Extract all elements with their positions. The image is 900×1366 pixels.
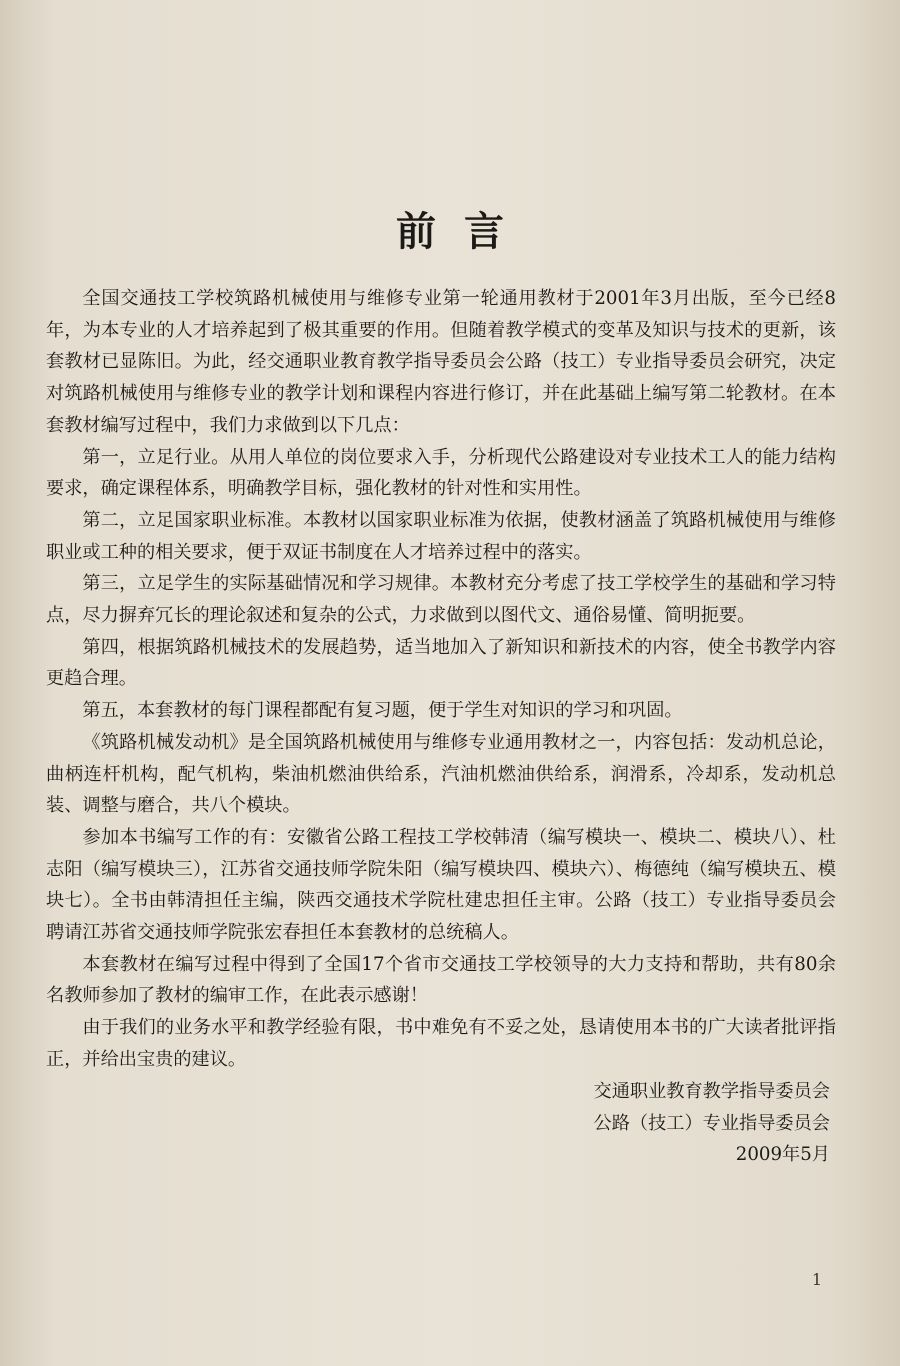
paragraph: 第一，立足行业。从用人单位的岗位要求入手，分析现代公路建设对专业技术工人的能力结构要求，确定课程体系，明确教学目标，强化教材的针对性和实用性。 <box>46 446 836 500</box>
signature-date: 2009年5月 <box>735 1144 830 1165</box>
paragraph: 第三，立足学生的实际基础情况和学习规律。本教材充分考虑了技工学校学生的基础和学习特点，尽力摒弃冗长的理论叙述和复杂的公式，力求做到以图代文、通俗易懂、简明扼要。 <box>46 573 836 627</box>
preface-body <box>46 283 836 1076</box>
paragraph: 全国交通技工学校筑路机械使用与维修专业第一轮通用教材于2001年3月出版，至今已经8年，为本专业的人才培养起到了极其重要的作用。但随着教学模式的变革及知识与技术的更新，该套教材已显陈旧。为此，经交通职业教育教学指导委员会公路（技工）专业指导委员会研究，决定对筑路机械使用与维修专业的教学计划和课程内容进行修订，并在此基础上编写第二轮教材。在本套教材编写过程中，我们力求做到以下几点： <box>46 288 836 436</box>
paragraph: 本套教材在编写过程中得到了全国17个省市交通技工学校领导的大力支持和帮助，共有80余名教师参加了教材的编审工作，在此表示感谢！ <box>46 953 836 1007</box>
signature-block <box>594 1076 830 1171</box>
signature-org-2: 公路（技工）专业指导委员会 <box>593 1112 830 1134</box>
page-number: 1 <box>811 1270 822 1289</box>
paragraph: 第二，立足国家职业标准。本教材以国家职业标准为依据，使教材涵盖了筑路机械使用与维修职业或工种的相关要求，便于双证书制度在人才培养过程中的落实。 <box>46 509 836 563</box>
signature-org-1: 交通职业教育教学指导委员会 <box>593 1081 830 1102</box>
page-title: 前言 <box>396 208 532 255</box>
paragraph: 由于我们的业务水平和教学经验有限，书中难免有不妥之处，恳请使用本书的广大读者批评指正，并给出宝贵的建议。 <box>46 1017 836 1070</box>
paragraph: 参加本书编写工作的有：安徽省公路工程技工学校韩清（编写模块一、模块二、模块八）、杜志阳（编写模块三），江苏省交通技师学院朱阳（编写模块四、模块六）、梅德纯（编写模块五、模块七）。全书由韩清担任主编，陕西交通技术学院杜建忠担任主审。公路（技工）专业指导委员会聘请江苏省交通技师学院张宏春担任本套教材的总统稿人。 <box>46 826 836 944</box>
paragraph: 第五，本套教材的每门课程都配有复习题，便于学生对知识的学习和巩固。 <box>82 700 683 722</box>
paragraph: 《筑路机械发动机》是全国筑路机械使用与维修专业通用教材之一，内容包括：发动机总论，曲柄连杆机构，配气机构，柴油机燃油供给系，汽油机燃油供给系，润滑系，冷却系，发动机总装、调整与磨合，共八个模块。 <box>46 731 836 817</box>
paragraph: 第四，根据筑路机械技术的发展趋势，适当地加入了新知识和新技术的内容，使全书教学内容更趋合理。 <box>46 636 836 690</box>
